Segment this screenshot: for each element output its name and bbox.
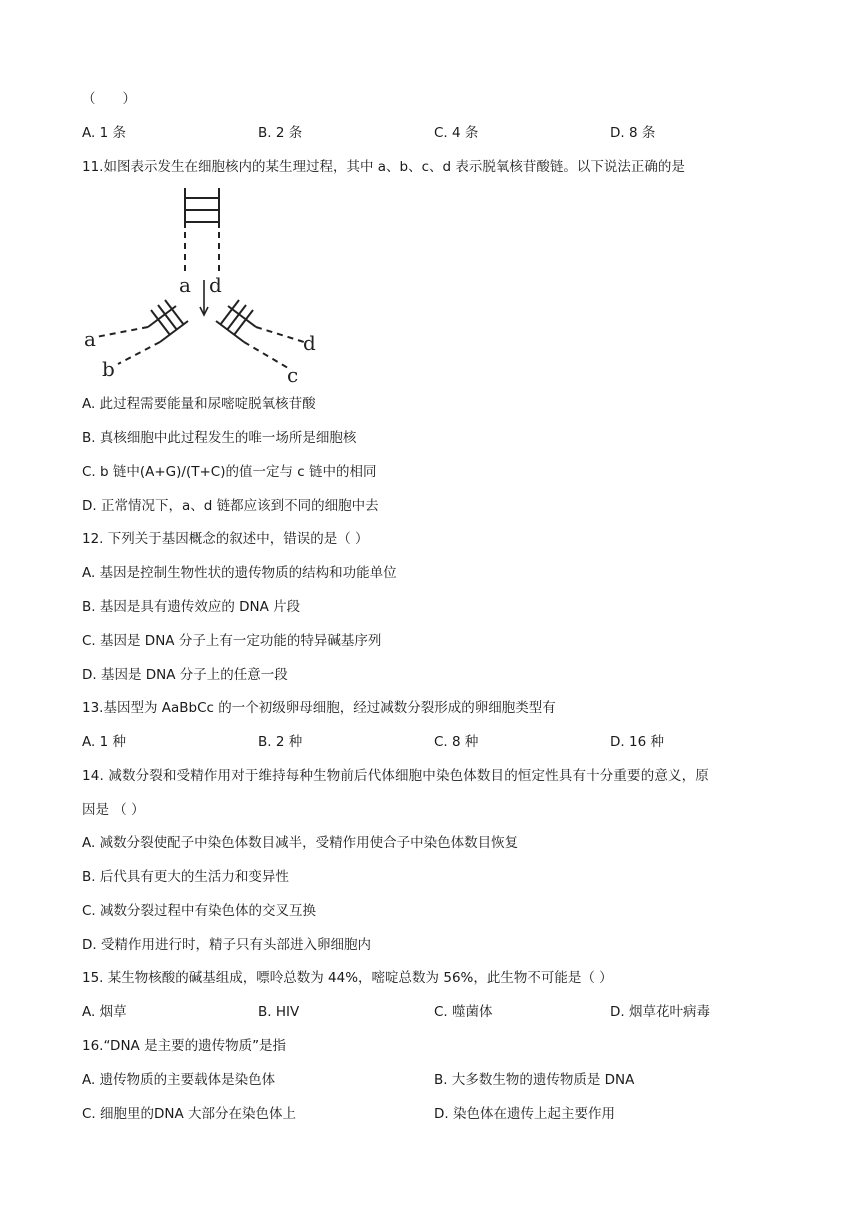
- q12-option-c: C. 基因是 DNA 分子上有一定功能的特异碱基序列: [82, 633, 382, 649]
- q12-option-d: D. 基因是 DNA 分子上的任意一段: [82, 667, 288, 683]
- q13-stem: 13.基因型为 AaBbCc 的一个初级卵母细胞，经过减数分裂形成的卵细胞类型有: [82, 700, 556, 716]
- label-d-top: d: [209, 273, 222, 297]
- answer-paren: （ ）: [82, 91, 136, 107]
- q16-option-b: B. 大多数生物的遗传物质是 DNA: [434, 1072, 635, 1088]
- q12-stem: 12. 下列关于基因概念的叙述中，错误的是（ ）: [82, 531, 369, 547]
- q16-option-a: A. 遗传物质的主要载体是染色体: [82, 1072, 276, 1088]
- q11-option-b: B. 真核细胞中此过程发生的唯一场所是细胞核: [82, 430, 357, 446]
- q14-option-d: D. 受精作用进行时，精子只有头部进入卵细胞内: [82, 937, 371, 953]
- q15-option-c: C. 噬菌体: [434, 1004, 493, 1020]
- q14-option-c: C. 减数分裂过程中有染色体的交叉互换: [82, 903, 317, 919]
- q13-option-b: B. 2 种: [258, 734, 303, 750]
- q16-option-c: C. 细胞里的DNA 大部分在染色体上: [82, 1106, 297, 1122]
- label-d-right: d: [303, 331, 316, 355]
- q11-option-d: D. 正常情况下，a、d 链都应该到不同的细胞中去: [82, 498, 379, 514]
- q13-option-c: C. 8 种: [434, 734, 479, 750]
- q11-option-a: A. 此过程需要能量和尿嘧啶脱氧核苷酸: [82, 396, 316, 412]
- q11-option-c: C. b 链中(A+G)/(T+C)的值一定与 c 链中的相同: [82, 464, 377, 480]
- q14-option-a: A. 减数分裂使配子中染色体数目减半，受精作用使合子中染色体数目恢复: [82, 835, 519, 851]
- label-b-left: b: [102, 357, 115, 381]
- q10-option-d: D. 8 条: [610, 125, 656, 141]
- q10-option-c: C. 4 条: [434, 125, 479, 141]
- q15-stem: 15. 某生物核酸的碱基组成，嘌呤总数为 44%，嘧啶总数为 56%，此生物不可能是（ ）: [82, 970, 613, 986]
- q16-option-d: D. 染色体在遗传上起主要作用: [434, 1106, 615, 1122]
- q13-option-a: A. 1 种: [82, 734, 126, 750]
- q15-option-b: B. HIV: [258, 1004, 300, 1020]
- q14-stem-line2: 因是 （ ）: [82, 802, 145, 818]
- q15-option-d: D. 烟草花叶病毒: [610, 1004, 710, 1020]
- label-a-left: a: [84, 327, 96, 351]
- dna-replication-diagram: [82, 186, 327, 390]
- q16-stem: 16.“DNA 是主要的遗传物质”是指: [82, 1038, 287, 1054]
- label-a-top: a: [179, 273, 191, 297]
- q12-option-b: B. 基因是具有遗传效应的 DNA 片段: [82, 599, 301, 615]
- q11-stem: 11.如图表示发生在细胞核内的某生理过程，其中 a、b、c、d 表示脱氧核苷酸链。以下说法正确的是: [82, 159, 685, 175]
- q10-option-a: A. 1 条: [82, 125, 126, 141]
- q13-option-d: D. 16 种: [610, 734, 664, 750]
- label-c-right: c: [287, 363, 299, 387]
- q15-option-a: A. 烟草: [82, 1004, 127, 1020]
- q12-option-a: A. 基因是控制生物性状的遗传物质的结构和功能单位: [82, 565, 397, 581]
- q14-stem-line1: 14. 减数分裂和受精作用对于维持每种生物前后代体细胞中染色体数目的恒定性具有十分重要的意义，原: [82, 768, 709, 784]
- q10-option-b: B. 2 条: [258, 125, 303, 141]
- q14-option-b: B. 后代具有更大的生活力和变异性: [82, 869, 289, 885]
